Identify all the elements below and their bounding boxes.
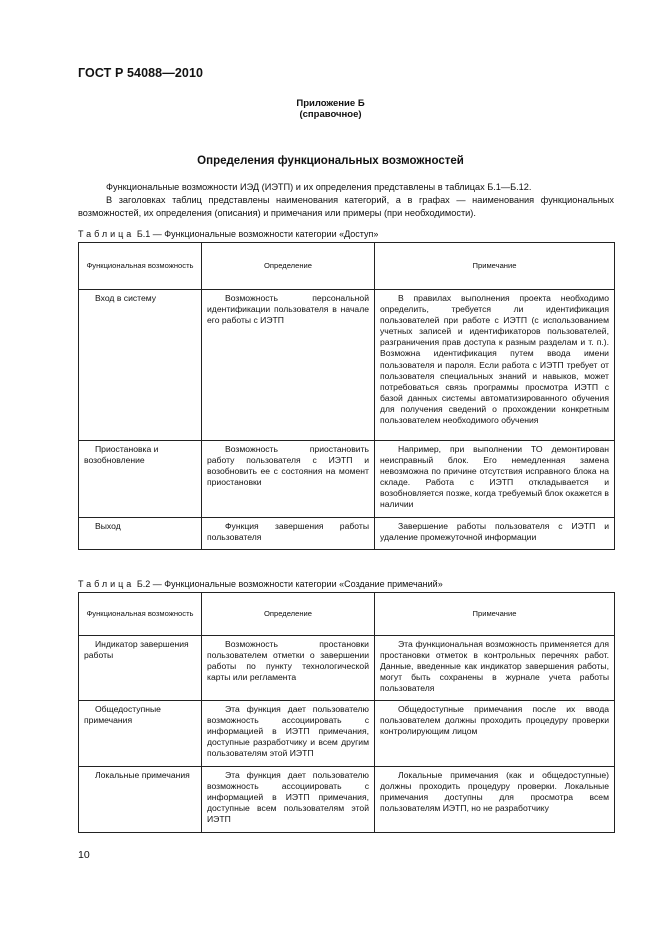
feature-cell: Выход — [79, 518, 202, 550]
feature-cell: Индикатор завершения работы — [79, 636, 202, 701]
table-row — [79, 767, 615, 833]
note-cell: Общедоступные примечания после их ввода пользователем должны проходить процедуру проверки контролирующим лицом — [375, 701, 615, 767]
table-row — [79, 441, 615, 518]
feature-cell: Общедоступные примечания — [79, 701, 202, 767]
feature-cell: Локальные примечания — [79, 767, 202, 833]
definition-cell: Функция завершения работы пользователя — [202, 518, 375, 550]
table-row — [79, 290, 615, 441]
table2-header-definition: Определение — [202, 593, 375, 636]
table2-label: Таблица — [78, 579, 135, 589]
table-row — [79, 518, 615, 550]
note-cell: Например, при выполнении ТО демонтирован неисправный блок. Его немедленная замена невозможна по причине отсутствия исправного блока на складе. Работа с ИЭТП откладывается и возобновляется позже, когда требуемый блок окажется в наличии — [375, 441, 615, 518]
intro-paragraph-1 — [78, 181, 614, 194]
table2 — [78, 592, 615, 833]
intro-text-2: В заголовках таблиц представлены наименования категорий, а в графах — наименования функциональных возможностей, их определения (описания) и примечания или примеры (при необходимости). — [78, 195, 614, 218]
note-cell: Локальные примечания (как и общедоступные) должны проходить процедуру проверки. Локальные примечания доступны для просмотра всем пользователям ИЭТП, но не разработчику — [375, 767, 615, 833]
note-cell: Завершение работы пользователя с ИЭТП и удаление промежуточной информации — [375, 518, 615, 550]
note-cell: В правилах выполнения проекта необходимо определить, требуется ли идентификация пользователей при работе с ИЭТП (с использованием учетных записей и идентификаторов пользователей, разграничения прав доступа к разным разделам и т. п.). Возможна идентификация путем ввода имени пользователя и пароля. Если работа с ИЭТП требует от пользователя специальных знаний и навыков, может потребоваться связь программы просмотра ИЭТП с базой данных системы автоматизированного обучения для получения сведений о прохождении конкретным пользователем необходимого обучения — [375, 290, 615, 441]
table1-header-feature: Функциональная возможность — [79, 243, 202, 290]
table-row — [79, 701, 615, 767]
definition-cell: Возможность персональной идентификации пользователя в начале его работы с ИЭТП — [202, 290, 375, 441]
definition-cell: Возможность приостановить работу пользователя с ИЭТП и возобновить ее с состояния на момент приостановки — [202, 441, 375, 518]
definition-cell: Эта функция дает пользователю возможность ассоциировать с информацией в ИЭТП примечания, доступные всем пользователям этой ИЭТП — [202, 767, 375, 833]
note-cell: Эта функциональная возможность применяется для простановки отметок в контрольных перечнях работ. Данные, введенные как индикатор завершения работы, могут быть сохранены в журнале учета работы пользователя — [375, 636, 615, 701]
definition-cell: Эта функция дает пользователю возможность ассоциировать с информацией в ИЭТП примечания, доступные разработчику и всем другим пользователям этой ИЭТП — [202, 701, 375, 767]
definition-cell: Возможность простановки пользователем отметки о завершении работы по пункту технологической карты или регламента — [202, 636, 375, 701]
table2-header-note: Примечание — [375, 593, 615, 636]
table2-caption — [78, 579, 443, 589]
annex-note: (справочное) — [299, 109, 362, 120]
table1-caption-text: Б.1 — Функциональные возможности категории «Доступ» — [136, 229, 379, 239]
table1-header-note: Примечание — [375, 243, 615, 290]
table1 — [78, 242, 615, 550]
table1-header-row — [79, 243, 615, 290]
table2-header-row — [79, 593, 615, 636]
table2-header-feature: Функциональная возможность — [79, 593, 202, 636]
table1-label: Таблица — [78, 229, 135, 239]
document-header: ГОСТ Р 54088—2010 — [78, 66, 204, 80]
table1-caption — [78, 229, 378, 239]
page-number: 10 — [78, 849, 90, 861]
intro-paragraph-2 — [78, 194, 614, 219]
table-row — [79, 636, 615, 701]
feature-cell: Приостановка и возобновление — [79, 441, 202, 518]
table1-header-definition: Определение — [202, 243, 375, 290]
section-title: Определения функциональных возможностей — [197, 155, 464, 167]
feature-cell: Вход в систему — [79, 290, 202, 441]
annex-title: Приложение Б — [296, 98, 365, 109]
table2-caption-text: Б.2 — Функциональные возможности категории «Создание примечаний» — [136, 579, 443, 589]
intro-text-1: Функциональные возможности ИЭД (ИЭТП) и их определения представлены в таблицах Б.1—Б.12. — [106, 182, 532, 192]
